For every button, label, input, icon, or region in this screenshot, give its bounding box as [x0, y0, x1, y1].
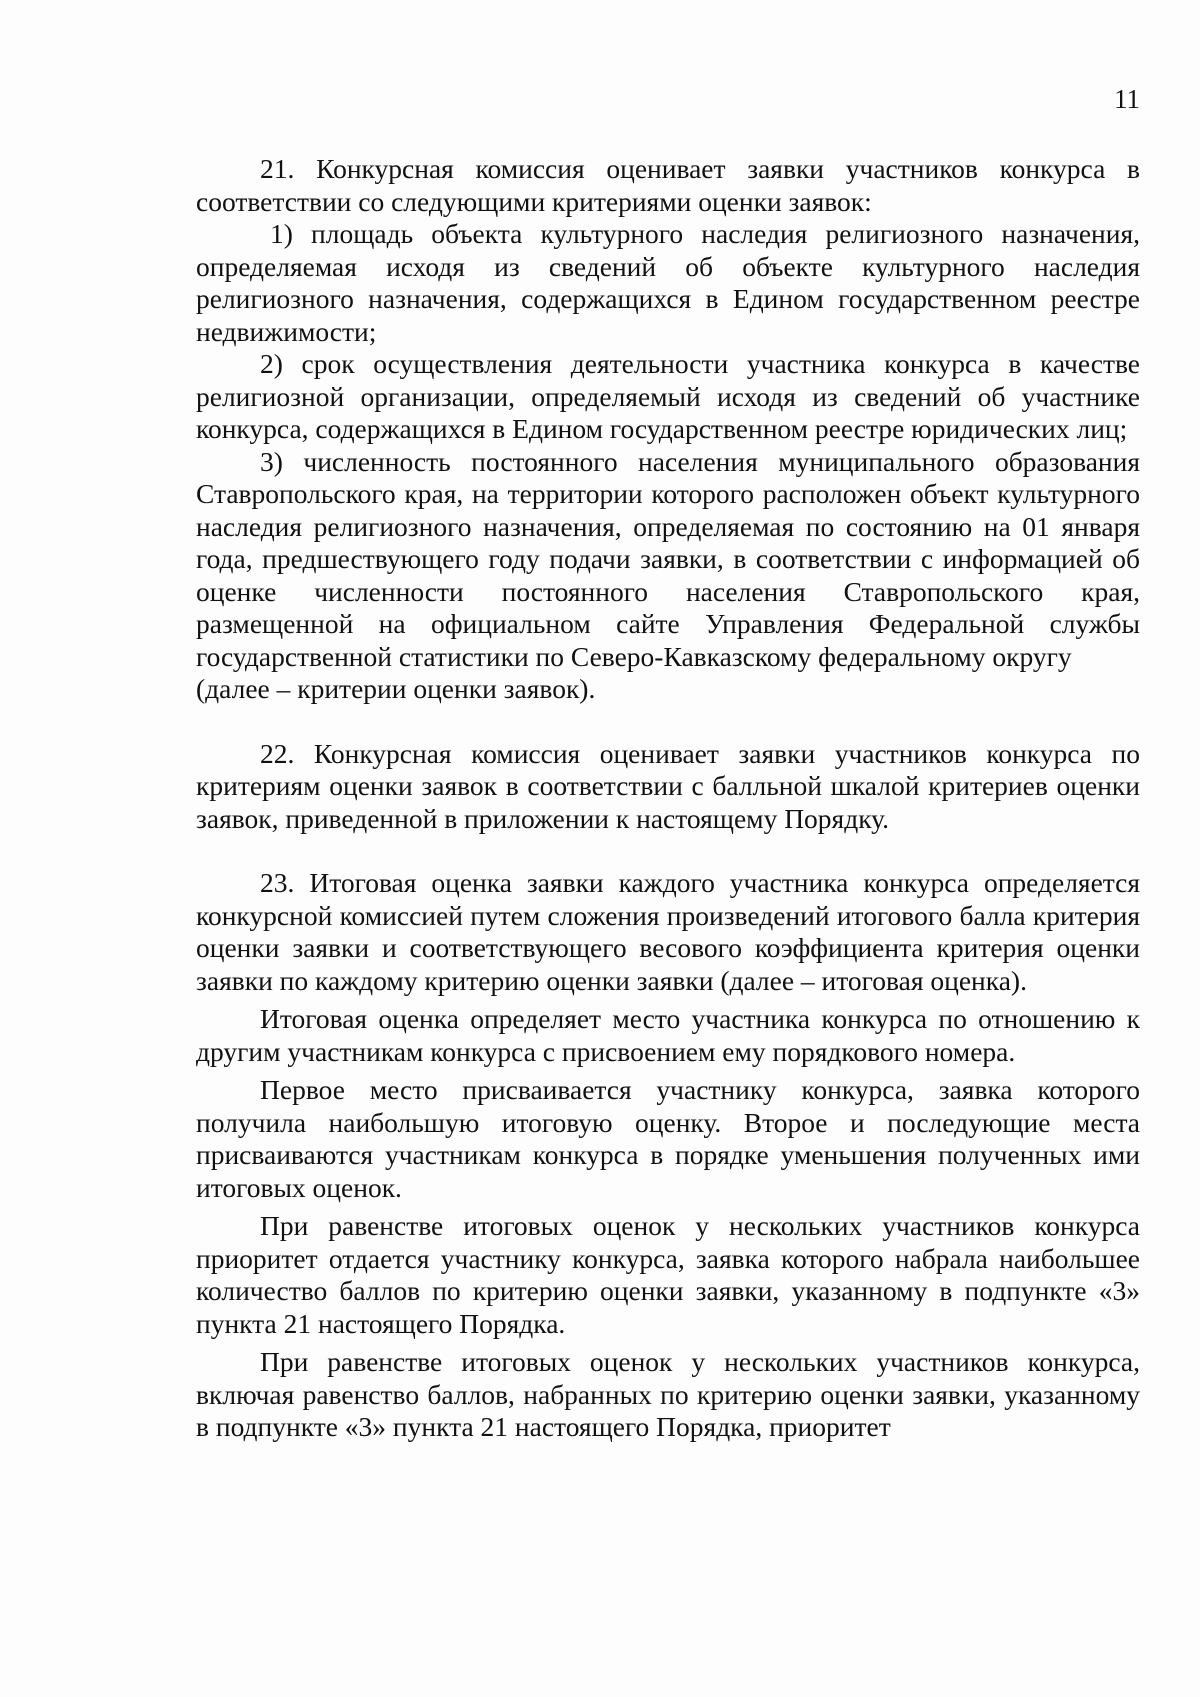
paragraph-21-item-1: 1) площадь объекта культурного наследия религиозного назначения, определяемая исходя из сведений об объекте культурного наследия религиозного назначения, содержащихся в Едином государственном реестре недвижимости; [196, 218, 1140, 347]
paragraph-21-intro: 21. Конкурсная комиссия оценивает заявки участников конкурса в соответствии со следующими критериями оценки заявок: [196, 153, 1140, 217]
page-number: 11 [1114, 84, 1140, 114]
paragraph-23-intro: 23. Итоговая оценка заявки каждого участника конкурса определяется конкурсной комиссией путем сложения произведений итогового балла критерия оценки заявки и соответствующего весового коэффициента критерия оценки заявки по каждому критерию оценки заявки (далее – итоговая оценка). [196, 867, 1140, 996]
paragraph-21-tail: (далее – критерии оценки заявок). [196, 673, 596, 704]
paragraph-22: 22. Конкурсная комиссия оценивает заявки участников конкурса по критериям оценки заявок в соответствии с балльной шкалой критериев оценки заявок, приведенной в приложении к настоящему Порядку. [196, 737, 1140, 834]
paragraph-21-item-3: 3) численность постоянного населения муниципального образования Ставропольского края, на территории которого расположен объект культурного наследия религиозного назначения, определяемая по состоянию на 01 января года, предшествующего году подачи заявки, в соответствии с информацией об оценке численности постоянного населения Ставропольского края, размещенной на официальном сайте Управления Федеральной службы государственной статистики по Северо-Кавказскому федеральному округу [196, 445, 1140, 672]
paragraph-21-item-2: 2) срок осуществления деятельности участника конкурса в качестве религиозной организации, определяемый исходя из сведений об участнике конкурса, содержащихся в Едином государственном реестре юридических лиц; [196, 348, 1140, 444]
paragraph-23-tie-2: При равенстве итоговых оценок у нескольких участников конкурса, включая равенство баллов, набранных по критерию оценки заявки, указанному в подпункте «3» пункта 21 настоящего Порядка, приоритет [196, 1346, 1140, 1442]
paragraph-23-first-place: Первое место присваивается участнику конкурса, заявка которого получила наибольшую итоговую оценку. Второе и последующие места присваиваются участникам конкурса в порядке уменьшения полученных ими итоговых оценок. [196, 1074, 1140, 1203]
paragraph-23-tie-1: При равенстве итоговых оценок у нескольких участников конкурса приоритет отдается участнику конкурса, заявка которого набрала наибольшее количество баллов по критерию оценки заявки, указанному в подпункте «3» пункта 21 настоящего Порядка. [196, 1210, 1140, 1339]
paragraph-23-place: Итоговая оценка определяет место участника конкурса по отношению к другим участникам конкурса с присвоением ему порядкового номера. [196, 1003, 1140, 1067]
document-body [196, 153, 1140, 1444]
